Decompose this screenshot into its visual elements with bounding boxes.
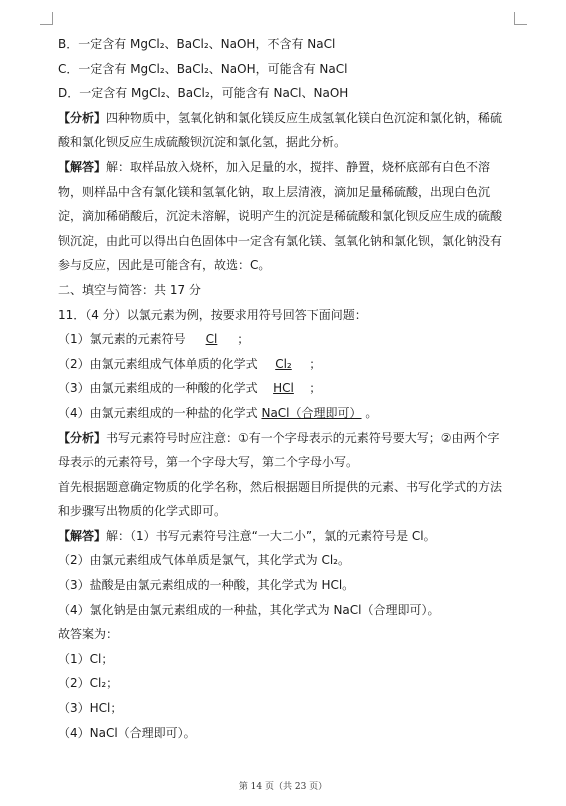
analysis-text: 四种物质中，氢氧化钠和氯化镁反应生成氢氧化镁白色沉淀和氯化钠，稀硫酸和氯化钡反应生成硫酸钡沉淀和氯化氢，据此分析。 bbox=[58, 110, 503, 150]
question-item-suffix: ； bbox=[309, 356, 322, 371]
question-item-suffix: ； bbox=[237, 332, 250, 347]
analysis-tag: 【分析】 bbox=[58, 430, 107, 445]
option-d: D．一定含有 MgCl₂、BaCl₂，可能含有 NaCl、NaOH bbox=[58, 86, 349, 101]
analysis-tag: 【分析】 bbox=[58, 110, 107, 125]
solution-tag: 【解答】 bbox=[58, 159, 107, 174]
question-item-3 bbox=[58, 376, 510, 401]
solution-text: 解：取样品放入烧杯，加入足量的水，搅拌、静置，烧杯底部有白色不溶物，则样品中含有氯化镁和氢氧化钠，取上层清液，滴加足量稀硫酸，出现白色沉淀，滴加稀硝酸后，沉淀未溶解，说明产生的沉淀是稀硫酸和氯化钡反应生成的硫酸钡沉淀，由此可以得出白色固体中一定含有氯化镁、氢氧化钠和氯化钡，氯化钠没有参与反应，因此是可能含有，故选：C。 bbox=[58, 159, 503, 273]
final-answer-4: （4）NaCl（合理即可）。 bbox=[58, 725, 196, 740]
final-answer-1: （1）Cl； bbox=[58, 651, 114, 666]
question-item-prefix: （3）由氯元素组成的一种酸的化学式 bbox=[58, 381, 258, 396]
solution-line-2: （2）由氯元素组成气体单质是氯气，其化学式为 Cl₂。 bbox=[58, 553, 350, 568]
document-body bbox=[58, 32, 510, 745]
question-item-suffix: ； bbox=[309, 381, 322, 396]
analysis-paragraph-1 bbox=[58, 106, 510, 155]
page-footer: 第 14 页（共 23 页） bbox=[238, 782, 328, 792]
crop-mark-top-right bbox=[514, 12, 527, 25]
final-answer-3: （3）HCl； bbox=[58, 701, 123, 716]
answer-blank: Cl bbox=[205, 332, 218, 347]
final-answer-label: 故答案为： bbox=[58, 627, 119, 642]
question-item-2 bbox=[58, 352, 510, 377]
solution-line-1 bbox=[58, 524, 510, 549]
question-item-prefix: （2）由氯元素组成气体单质的化学式 bbox=[58, 356, 258, 371]
question-item-prefix: （4）由氯元素组成的一种盐的化学式 bbox=[58, 405, 258, 420]
answer-blank: Cl₂ bbox=[275, 356, 292, 371]
solution-text: 解：（1）书写元素符号注意“一大二小”，氯的元素符号是 Cl。 bbox=[106, 528, 436, 543]
question-item-prefix: （1）氯元素的元素符号 bbox=[58, 332, 186, 347]
analysis-paragraph-2 bbox=[58, 426, 510, 475]
analysis-text: 书写元素符号时应注意：①有一个字母表示的元素符号要大写；②由两个字母表示的元素符号，第一个字母大写，第二个字母小写。 bbox=[58, 430, 500, 470]
answer-blank: HCl bbox=[273, 381, 294, 396]
crop-mark-top-left bbox=[40, 12, 53, 25]
solution-paragraph-1 bbox=[58, 155, 510, 278]
section-title: 二、填空与简答：共 17 分 bbox=[58, 282, 201, 297]
question-stem: 11．（4 分）以氯元素为例，按要求用符号回答下面问题： bbox=[58, 307, 367, 322]
final-answer-2: （2）Cl₂； bbox=[58, 676, 119, 691]
question-item-1 bbox=[58, 327, 510, 352]
solution-tag: 【解答】 bbox=[58, 528, 107, 543]
solution-line-4: （4）氯化钠是由氯元素组成的一种盐，其化学式为 NaCl（合理即可）。 bbox=[58, 602, 440, 617]
analysis-paragraph-2b: 首先根据题意确定物质的化学名称，然后根据题目所提供的元素、书写化学式的方法和步骤写出物质的化学式即可。 bbox=[58, 479, 503, 519]
solution-line-3: （3）盐酸是由氯元素组成的一种酸，其化学式为 HCl。 bbox=[58, 578, 355, 593]
question-item-suffix: 。 bbox=[365, 405, 378, 420]
option-b: B．一定含有 MgCl₂、BaCl₂、NaOH，不含有 NaCl bbox=[58, 37, 336, 51]
answer-blank: NaCl（合理即可） bbox=[261, 405, 362, 420]
option-c: C．一定含有 MgCl₂、BaCl₂、NaOH，可能含有 NaCl bbox=[58, 61, 348, 76]
question-item-4 bbox=[58, 401, 510, 426]
